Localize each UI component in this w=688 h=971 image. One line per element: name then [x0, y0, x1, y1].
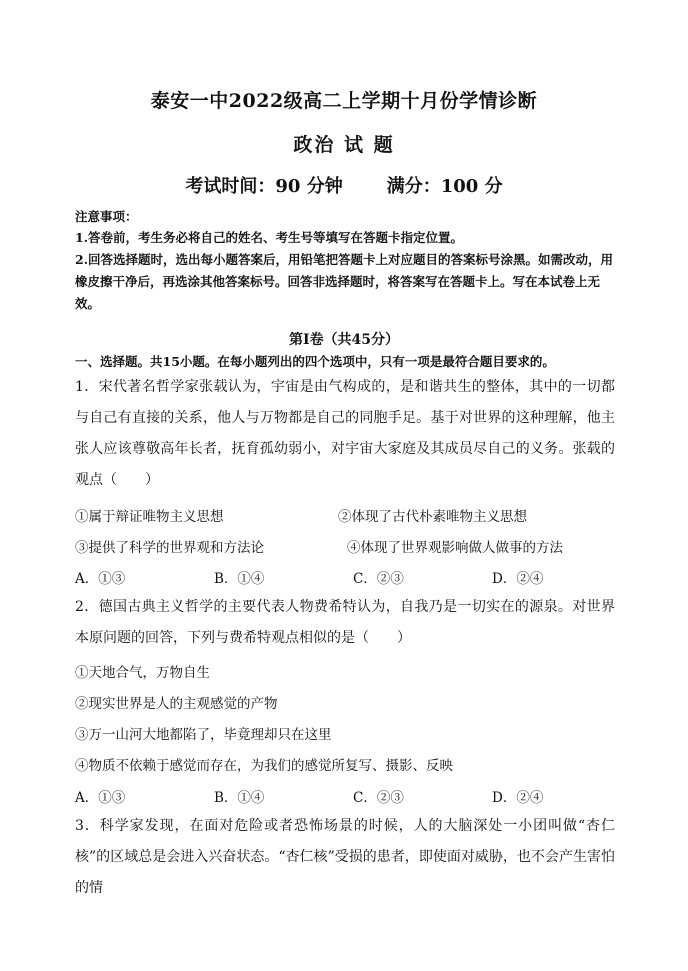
q2-statement-3: ③万一山河大地都陷了，毕竟理却只在这里	[75, 727, 332, 743]
q2-choice-b[interactable]: B．①④	[214, 790, 265, 806]
full-score: 满分：100 分	[386, 176, 503, 197]
exam-info	[0, 172, 688, 198]
q2-statement-1: ①天地合气，万物自生	[75, 665, 210, 681]
section-title: 第Ⅰ卷（共45分）	[288, 332, 400, 348]
q1-statement-1: ①属于辩证唯物主义思想	[75, 509, 224, 525]
q1-statement-2: ②体现了古代朴素唯物主义思想	[338, 509, 527, 525]
exam-subtitle: 政治 试 题	[293, 134, 395, 156]
question-3-stem: 3．科学家发现，在面对危险或者恐怖场景的时候，人的大脑深处一小团叫做“杏仁核”的区域总是会进入兴奋状态。“杏仁核”受损的患者，即使面对威胁，也不会产生害怕的情	[75, 818, 615, 896]
q1-choice-c[interactable]: C．②③	[353, 571, 404, 587]
q1-choice-a[interactable]: A．①③	[75, 571, 126, 587]
question-1-stem: 1．宋代著名哲学家张载认为，宇宙是由气构成的，是和谐共生的整体，其中的一切都与自己有直接的关系，他人与万物都是自己的同胞手足。基于对世界的这种理解，他主张人应该尊敬高年长者，抚育孤幼弱小，对宇宙大家庭及其成员尽自己的义务。张载的观点（ ）	[75, 379, 615, 488]
q1-choice-b[interactable]: B．①④	[214, 571, 265, 587]
q1-statement-4: ④体现了世界观影响做人做事的方法	[347, 540, 563, 556]
section-instruction: 一、选择题。共15小题。在每小题列出的四个选项中，只有一项是最符合题目要求的。	[75, 354, 555, 369]
q1-choice-d[interactable]: D．②④	[492, 571, 544, 587]
q2-choice-d[interactable]: D．②④	[492, 790, 544, 806]
exam-time: 考试时间：90 分钟	[185, 176, 343, 197]
q2-choice-a[interactable]: A．①③	[75, 790, 126, 806]
notice-item-2: 2.回答选择题时，选出每小题答案后，用铅笔把答题卡上对应题目的答案标号涂黑。如需改动，用橡皮擦干净后，再选涂其他答案标号。回答非选择题时，将答案写在答题卡上。写在本试卷上无效。	[75, 252, 614, 311]
q2-statement-2: ②现实世界是人的主观感觉的产物	[75, 696, 278, 712]
exam-title: 泰安一中2022级高二上学期十月份学情诊断	[150, 90, 538, 112]
notice-title: 注意事项：	[75, 209, 138, 224]
q2-choice-c[interactable]: C．②③	[353, 790, 404, 806]
q2-statement-4: ④物质不依赖于感觉而存在，为我们的感觉所复写、摄影、反映	[75, 758, 453, 774]
question-2-stem: 2．德国古典主义哲学的主要代表人物费希特认为，自我乃是一切实在的源泉。对世界本原问题的回答，下列与费希特观点相似的是（ ）	[75, 599, 615, 646]
q1-statement-3: ③提供了科学的世界观和方法论	[75, 540, 264, 556]
notice-item-1: 1.答卷前，考生务必将自己的姓名、考生号等填写在答题卡指定位置。	[75, 230, 464, 245]
